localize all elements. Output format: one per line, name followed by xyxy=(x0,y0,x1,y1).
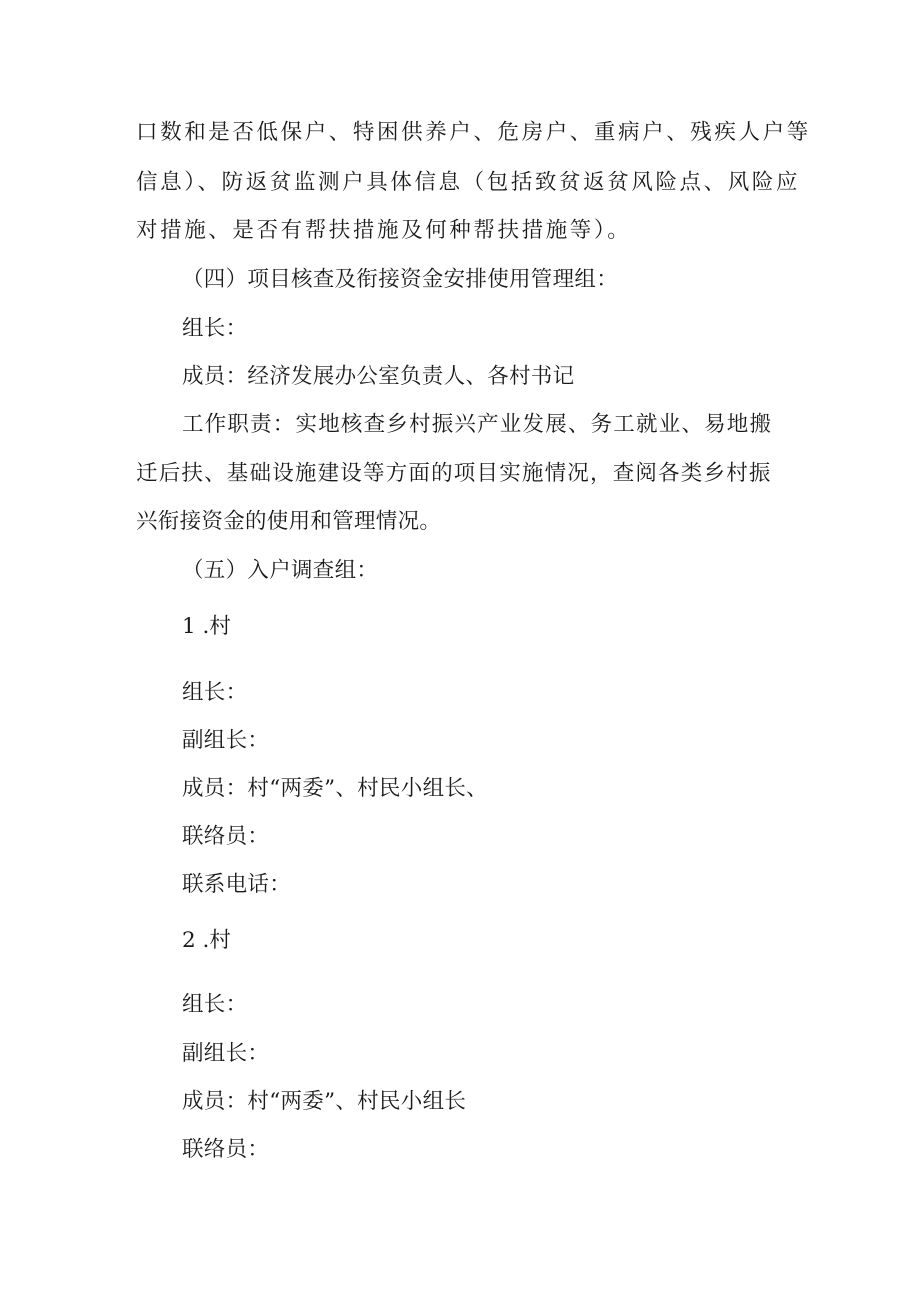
paragraph-line: 成员：村“两委”、村民小组长、 xyxy=(182,776,488,801)
section-heading: （四）项目核查及衔接资金安排使用管理组： xyxy=(182,267,619,292)
paragraph-line: 迁后扶、基础设施建设等方面的项目实施情况，查阅各类乡村振 xyxy=(136,461,772,486)
village-heading: 2 .村 xyxy=(182,928,231,953)
paragraph-line: 组长： xyxy=(182,316,248,341)
paragraph-line: 口数和是否低保户、特困供养户、危房户、重病户、残疾人户等 xyxy=(136,120,811,145)
paragraph-line: 组长： xyxy=(182,992,248,1017)
paragraph-line: 成员：经济发展办公室负责人、各村书记 xyxy=(182,364,575,389)
paragraph-line: 工作职责：实地核查乡村振兴产业发展、务工就业、易地搬 xyxy=(182,412,773,437)
paragraph-line: 副组长： xyxy=(182,728,270,753)
village-heading: 1 .村 xyxy=(182,614,231,639)
paragraph-line: 联系电话： xyxy=(182,872,292,897)
section-heading: （五）入户调查组： xyxy=(182,558,379,583)
paragraph-line: 兴衔接资金的使用和管理情况。 xyxy=(136,509,442,534)
paragraph-line: 成员：村“两委”、村民小组长 xyxy=(182,1089,467,1114)
paragraph-line: 信息）、防返贫监测户具体信息（包括致贫返贫风险点、风险应 xyxy=(136,170,801,195)
paragraph-line: 副组长： xyxy=(182,1041,270,1066)
paragraph-line: 组长： xyxy=(182,680,248,705)
paragraph-line: 联络员： xyxy=(182,824,270,849)
paragraph-line: 对措施、是否有帮扶措施及何种帮扶措施等）。 xyxy=(136,218,632,243)
paragraph-line: 联络员： xyxy=(182,1137,270,1162)
